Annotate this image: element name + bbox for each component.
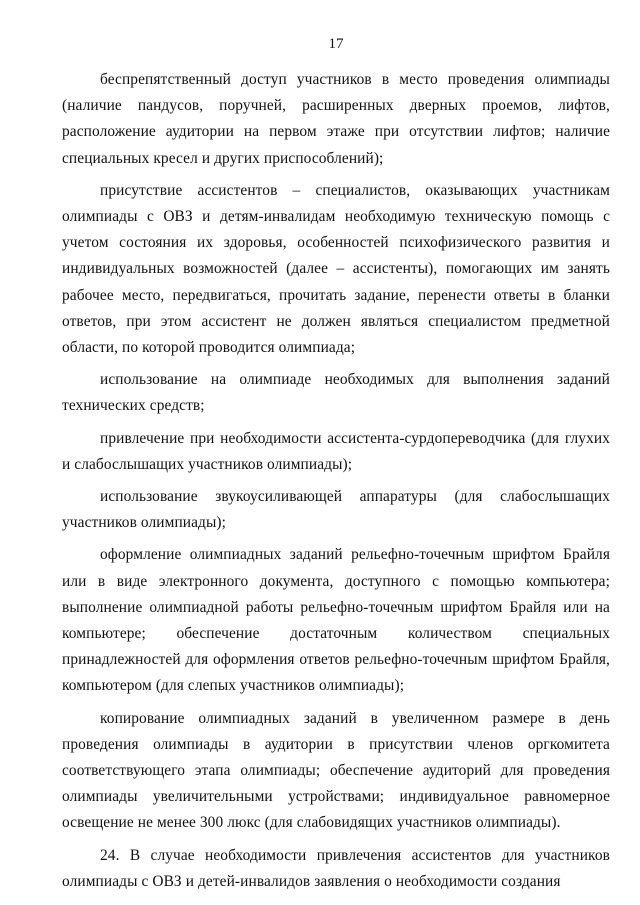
page-number: 17 bbox=[328, 36, 344, 52]
paragraph-technical-means: использование на олимпиаде необходимых для выполнения заданий технических средств; bbox=[62, 371, 610, 415]
paragraph-sign-interpreter: привлечение при необходимости ассистента-сурдопереводчика (для глухих и слабослышащих участников олимпиады); bbox=[62, 429, 610, 473]
paragraph-item-24: 24. В случае необходимости привлечения ассистентов для участников олимпиады с ОВЗ и детей-инвалидов заявления о необходимости создания bbox=[62, 846, 610, 890]
paragraph-accessibility: беспрепятственный доступ участников в место проведения олимпиады (наличие пандусов, поручней, расширенных дверных проемов, лифтов, расположение аудитории на первом этаже при отсутствии лифтов; наличие специальных кресел и других приспособлений); bbox=[62, 71, 610, 167]
paragraph-braille: оформление олимпиадных заданий рельефно-точечным шрифтом Брайля или в виде электронного документа, доступного с помощью компьютера; выполнение олимпиадной работы рельефно-точечным шрифтом Брайля или на компьютере; обеспечение достаточным количеством специальных принадлежностей для оформления ответов рельефно-точечным шрифтом Брайля, компьютером (для слепых участников олимпиады); bbox=[62, 546, 610, 695]
paragraph-assistants: присутствие ассистентов – специалистов, оказывающих участникам олимпиады с ОВЗ и детям-инвалидам необходимую техническую помощь с учетом состояния их здоровья, особенностей психофизического развития и индивидуальных возможностей (далее – ассистенты), помогающих им занять рабочее место, передвигаться, прочитать задание, перенести ответы в бланки ответов, при этом ассистент не должен являться специалистом предметной области, по которой проводится олимпиада; bbox=[62, 181, 610, 357]
paragraph-enlarged-copies: копирование олимпиадных заданий в увеличенном размере в день проведения олимпиады в аудитории в присутствии членов оргкомитета соответствующего этапа олимпиады; обеспечение аудиторий для проведения олимпиады увеличительными устройствами; индивидуальное равномерное освещение не менее 300 люкс (для слабовидящих участников олимпиады). bbox=[62, 709, 610, 832]
paragraph-sound-equipment: использование звукоусиливающей аппаратуры (для слабослышащих участников олимпиады); bbox=[62, 488, 610, 532]
